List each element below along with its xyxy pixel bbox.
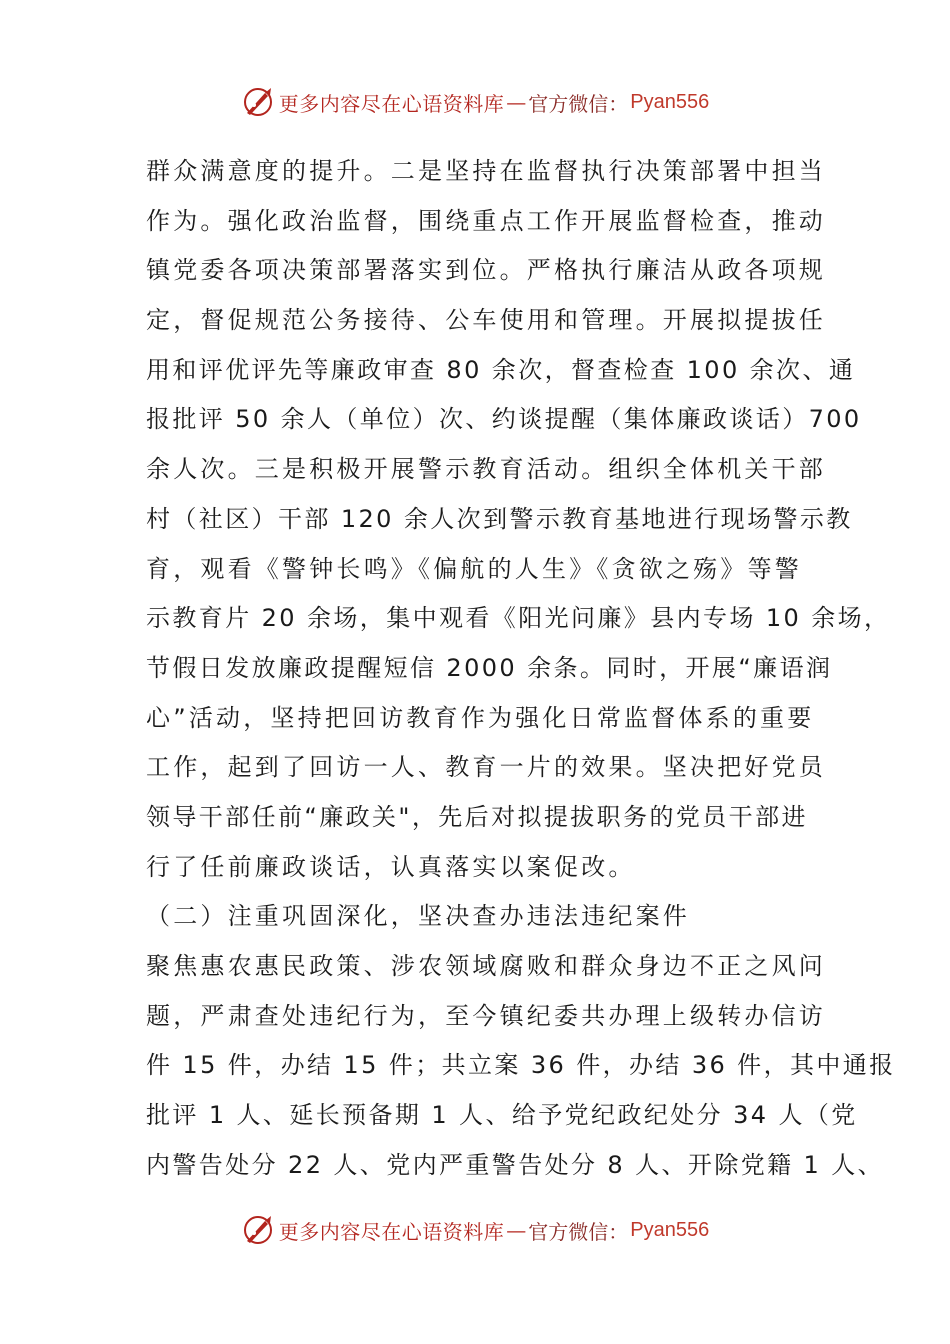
quill-pen-logo-icon xyxy=(241,1213,275,1247)
body-line: 村（社区）干部 120 余人次到警示教育基地进行现场警示教 xyxy=(146,504,853,533)
header-wechat-label: 官方微信： xyxy=(528,91,629,116)
footer-watermark xyxy=(0,1210,950,1250)
body-line: 作为。强化政治监督，围绕重点工作开展监督检查，推动 xyxy=(146,206,826,235)
body-line: 心”活动，坚持把回访教育作为强化日常监督体系的重要 xyxy=(146,703,815,732)
body-line: 节假日发放廉政提醒短信 2000 余条。同时，开展“廉语润 xyxy=(146,653,833,682)
header-wechat-id: Pyan556 xyxy=(630,90,710,113)
body-line: 育，观看《警钟长鸣》《偏航的人生》《贪欲之殇》等警 xyxy=(146,554,802,583)
footer-site-name: 更多内容尽在心语资料库 xyxy=(278,1219,505,1244)
footer-separator: — xyxy=(506,1218,527,1242)
body-line: 批评 1 人、延长预备期 1 人、给予党纪政纪处分 34 人（党 xyxy=(146,1101,858,1130)
body-line: 群众满意度的提升。二是坚持在监督执行决策部署中担当 xyxy=(146,157,826,185)
body-line: 余人次。三是积极开展警示教育活动。组织全体机关干部 xyxy=(146,455,826,484)
footer-wechat-id: Pyan556 xyxy=(630,1218,710,1241)
body-line: 工作，起到了回访一人、教育一片的效果。坚决把好党员 xyxy=(146,753,826,782)
body-line: 用和评优评先等廉政审查 80 余次，督查检查 100 余次、通 xyxy=(146,355,856,384)
footer-wechat-label: 官方微信： xyxy=(528,1219,629,1244)
body-line: 件 15 件，办结 15 件；共立案 36 件，办结 36 件，其中通报 xyxy=(146,1051,896,1080)
body-line: 定，督促规范公务接待、公车使用和管理。开展拟提拔任 xyxy=(146,306,826,335)
body-text xyxy=(146,147,896,1190)
body-line: 聚焦惠农惠民政策、涉农领域腐败和群众身边不正之风问 xyxy=(146,952,826,980)
section-heading: （二）注重巩固深化，坚决查办违法违纪案件 xyxy=(146,902,690,931)
body-line: 镇党委各项决策部署落实到位。严格执行廉洁从政各项规 xyxy=(146,256,826,285)
quill-pen-logo-icon xyxy=(241,85,275,119)
header-site-name: 更多内容尽在心语资料库 xyxy=(278,91,505,116)
header-separator: — xyxy=(506,90,527,114)
body-line: 领导干部任前“廉政关"，先后对拟提拔职务的党员干部进 xyxy=(146,802,808,831)
body-line: 报批评 50 余人（单位）次、约谈提醒（集体廉政谈话）700 xyxy=(146,405,862,434)
header-watermark xyxy=(0,82,950,122)
body-line: 内警告处分 22 人、党内严重警告处分 8 人、开除党籍 1 人、 xyxy=(146,1150,885,1179)
body-line: 题，严肃查处违纪行为，至今镇纪委共办理上级转办信访 xyxy=(146,1001,826,1030)
body-line: 示教育片 20 余场，集中观看《阳光问廉》县内专场 10 余场， xyxy=(146,604,891,633)
body-line: 行了任前廉政谈话，认真落实以案促改。 xyxy=(146,852,636,881)
